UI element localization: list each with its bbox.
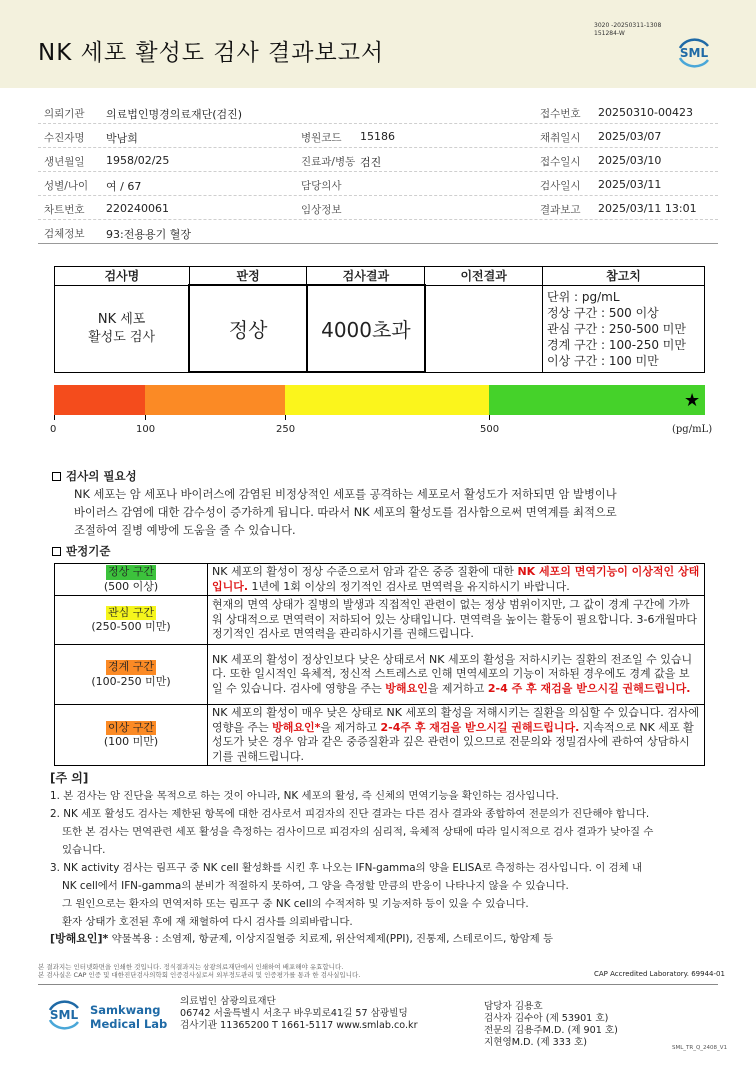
chip-normal: 정상 구간 xyxy=(107,565,154,578)
footer-notice-2: 본 검사실은 CAP 인증 및 대한진단검사의학회 인증검사실로서 외부정도관리 및 인증평가를 통과 한 검사실입니다. xyxy=(38,971,361,979)
criteria-row-interest xyxy=(55,596,705,645)
institution-value: 의료법인명경의료재단(검진) xyxy=(106,108,243,121)
doctor-label: 담당의사 xyxy=(301,180,342,192)
criteria-heading xyxy=(52,543,110,559)
sml-logo-footer xyxy=(44,996,84,1032)
result-row xyxy=(55,285,705,372)
tick-label-100: 100 xyxy=(136,424,156,435)
tick-mark xyxy=(285,415,286,420)
criteria-text-interest: 현재의 면역 상태가 질병의 발생과 직접적인 관련이 없는 정상 범위이지만, 그 값이 경계 구간에 가까워 상대적으로 면역력이 저하되어 있는 상태입니다. 면역력을 높이는 활동이 필요합니다. 3-6개월마다 정기적인 검사로 면역력을 관리하시기를 권해드립니다. xyxy=(208,596,705,645)
chart-no-value: 220240061 xyxy=(106,202,169,215)
receipt-date-value: 2025/03/10 xyxy=(598,154,662,167)
criteria-text: 지속적으로 NK 세포 활성도가 낮은 경우 암과 같은 중증질환과 깊은 관련이 있으므로 전문의와 정밀검사에 관하여 상담하시기를 권해드립니다. xyxy=(212,720,694,763)
need-heading-text: 검사의 필요성 xyxy=(66,469,137,483)
ref-unit: 단위 : pg/mL xyxy=(547,289,620,304)
need-line: 바이러스 감염에 대한 감수성이 증가하게 됩니다. 따라서 NK 세포의 활성도를 검사함으로써 면역계를 최적으로 xyxy=(74,506,617,519)
criteria-row-border xyxy=(55,645,705,705)
scale-segment-normal xyxy=(489,385,705,415)
footer-notice-1: 본 결과지는 인터넷화면을 인쇄한 것입니다. 정식결과지는 삼광의료재단에서 인쇄하여 배포해야 유효합니다. xyxy=(38,963,344,971)
brand-line2: Medical Lab xyxy=(90,1017,168,1031)
receipt-no-value: 20250310-00423 xyxy=(598,106,693,119)
header-previous: 이전결과 xyxy=(425,267,543,286)
note-line: 있습니다. xyxy=(62,844,106,856)
criteria-emphasis: 방해요인 xyxy=(385,681,428,695)
criteria-emphasis: 2-4주 후 재검을 받으시길 권해드립니다. xyxy=(380,720,580,734)
staff-line: 검사자 김수아 (제 53901 호) xyxy=(484,1013,609,1024)
staff-signatures xyxy=(484,1001,618,1049)
form-number: SML_TR_Q_2408_V1 xyxy=(672,1045,728,1051)
header-verdict: 판정 xyxy=(189,267,307,286)
note-line: 또한 본 검사는 면역관련 세포 활성을 측정하는 검사이므로 피검자의 심리적, 육체적 상태에 따라 일시적으로 검사 결과가 낮아질 수 xyxy=(62,826,654,838)
report-date-value: 2025/03/11 13:01 xyxy=(598,202,697,215)
verdict-cell: 정상 xyxy=(189,285,307,372)
sml-logo xyxy=(674,34,714,70)
clinical-label: 임상정보 xyxy=(301,204,342,216)
criteria-emphasis: 2-4 주 후 재검을 받으시길 권해드립니다. xyxy=(487,681,691,695)
collect-date-label: 채취일시 xyxy=(540,132,581,144)
scale-segment-border xyxy=(145,385,285,415)
need-line: 조절하여 질병 예방에 도움을 줄 수 있습니다. xyxy=(74,524,296,537)
document-code-line1: 3020 -20250311-1308 xyxy=(594,22,662,29)
result-marker-star: ★ xyxy=(684,390,701,411)
addr-line: 06742 서울특별시 서초구 바우뫼로41길 57 삼광빌딩 xyxy=(180,1008,408,1019)
test-date-value: 2025/03/11 xyxy=(598,178,662,191)
note-line: 그 원인으로는 환자의 면역저하 또는 림프구 중 NK cell의 수적저하 및 기능저하 등이 있을 수 있습니다. xyxy=(62,898,529,910)
interfering-factors-text: 약물복용 : 소염제, 항균제, 이상지질혈증 치료제, 위산억제제(PPI), 진통제, 스테로이드, 항암제 등 xyxy=(111,933,554,945)
test-date-label: 검사일시 xyxy=(540,180,581,192)
chart-no-label: 차트번호 xyxy=(44,204,85,216)
criteria-label-cell xyxy=(55,645,208,705)
hospital-code-value: 15186 xyxy=(360,130,395,143)
document-code-line2: 151284-W xyxy=(594,30,625,37)
header-result: 검사결과 xyxy=(307,267,425,286)
criteria-text-border xyxy=(208,645,705,705)
addr-line: 의료법인 삼광의료재단 xyxy=(180,996,276,1007)
need-line: NK 세포는 암 세포나 바이러스에 감염된 비정상적인 세포를 공격하는 세포로서 활성도가 저하되면 암 발병이나 xyxy=(74,488,617,501)
specimen-value: 93:전용용기 혈장 xyxy=(106,228,191,241)
ref-border: 경계 구간 : 100-250 미만 xyxy=(547,337,686,352)
criteria-label-cell xyxy=(55,596,208,645)
hospital-code-label: 병원코드 xyxy=(301,132,342,144)
footer-divider xyxy=(38,984,718,985)
specimen-label: 검체정보 xyxy=(44,228,85,240)
range-interest: (250-500 미만) xyxy=(91,620,171,633)
criteria-text: NK 세포의 활성이 정상인보다 낮은 상태로서 NK 세포의 활성을 저하시키는 질환의 전조일 수 있습니다. 또한 일시적인 육체적, 정신적 스트레스로 인해 면역세포의 기능이 저하된 경우에도 경계 값을 보일 수 있습니다. 검사에 영향을 주는 xyxy=(212,652,693,695)
info-row xyxy=(38,172,718,196)
notes-list xyxy=(50,787,730,931)
sml-logo-text: SML xyxy=(679,46,709,60)
tick-label-250: 250 xyxy=(276,424,296,435)
range-border: (100-250 미만) xyxy=(91,674,171,688)
patient-value: 박남희 xyxy=(106,132,138,145)
criteria-label-cell xyxy=(55,705,208,766)
collect-date-value: 2025/03/07 xyxy=(598,130,662,143)
criteria-heading-text: 판정기준 xyxy=(66,544,111,558)
criteria-text: NK 세포의 활성이 매우 낮은 상태로 NK 세포의 활성을 저해시키는 질환을 의심할 수 있습니다. 검사에 영향을 주는 xyxy=(212,706,700,734)
notes-heading: [주 의] xyxy=(50,771,89,785)
info-row xyxy=(38,148,718,172)
ref-interest: 관심 구간 : 250-500 미만 xyxy=(547,321,686,336)
document-code xyxy=(594,22,661,38)
info-row xyxy=(38,124,718,148)
criteria-emphasis: NK 세포의 면역기능이 이상적인 상태입니다. xyxy=(212,565,700,593)
criteria-label-cell xyxy=(55,564,208,596)
reference-cell xyxy=(543,285,705,372)
note-line: 1. 본 검사는 암 진단을 목적으로 하는 것이 아니라, NK 세포의 활성, 즉 신체의 면역기능을 확인하는 검사입니다. xyxy=(50,790,559,802)
result-table xyxy=(54,266,705,373)
need-heading xyxy=(52,468,137,484)
patient-label: 수진자명 xyxy=(44,132,85,144)
header-reference: 참고치 xyxy=(543,267,705,286)
test-name-line2: 활성도 검사 xyxy=(88,329,156,345)
need-paragraph xyxy=(74,486,704,540)
lab-address xyxy=(180,996,418,1032)
criteria-table xyxy=(54,563,705,766)
dob-label: 생년월일 xyxy=(44,156,85,168)
brand-line1: Samkwang xyxy=(90,1003,161,1017)
checkbox-square-icon xyxy=(52,472,61,481)
receipt-no-label: 접수번호 xyxy=(540,108,581,120)
staff-line: 전문의 김용주M.D. (제 901 호) xyxy=(484,1025,618,1036)
interfering-factors xyxy=(50,930,553,946)
sml-logo-footer-text: SML xyxy=(49,1008,79,1022)
scale-unit: (pg/mL) xyxy=(672,424,713,435)
result-header-row xyxy=(55,267,705,286)
criteria-text-abnormal xyxy=(208,705,705,766)
header-test-name: 검사명 xyxy=(55,267,190,286)
chip-interest: 관심 구간 xyxy=(107,605,154,619)
dept-value: 검진 xyxy=(360,156,382,169)
tick-mark xyxy=(54,415,55,420)
staff-line: 담당자 김용호 xyxy=(484,1001,543,1012)
info-row xyxy=(38,196,718,220)
criteria-row-abnormal xyxy=(55,705,705,766)
sex-age-value: 여 / 67 xyxy=(106,180,142,193)
chip-border: 경계 구간 xyxy=(107,660,154,673)
chip-abnormal: 이상 구간 xyxy=(107,720,154,734)
previous-result-cell xyxy=(425,285,543,372)
cap-accreditation: CAP Accredited Laboratory. 69944-01 xyxy=(594,970,725,978)
criteria-text: 을 제거하고 xyxy=(427,681,488,695)
note-line: 2. NK 세포 활성도 검사는 제한된 항목에 대한 검사로서 피검자의 진단 결과는 다른 검사 결과와 종합하여 전문의가 진단해야 합니다. xyxy=(50,808,650,820)
staff-line: 지현영M.D. (제 333 호) xyxy=(484,1037,588,1048)
scale-segment-interest xyxy=(285,385,489,415)
scale-segment-abnormal xyxy=(54,385,145,415)
criteria-text: 을 제거하고 xyxy=(320,720,381,734)
info-row xyxy=(38,100,718,124)
note-line: NK cell에서 IFN-gamma의 분비가 적절하지 못하여, 그 양을 측정할 만큼의 반응이 나타나지 않을 수 있습니다. xyxy=(62,880,569,892)
criteria-emphasis: 방해요인* xyxy=(272,720,321,734)
receipt-date-label: 접수일시 xyxy=(540,156,581,168)
criteria-text-normal xyxy=(208,564,705,596)
sex-age-label: 성별/나이 xyxy=(44,180,89,192)
criteria-text: 1년에 1회 이상의 정기적인 검사로 면역력을 유지하시기 바랍니다. xyxy=(248,579,570,593)
addr-line: 검사기관 11365200 T 1661-5117 www.smlab.co.kr xyxy=(180,1020,418,1031)
test-name-cell xyxy=(55,285,190,372)
info-row xyxy=(38,220,718,244)
range-normal: (500 이상) xyxy=(103,579,159,593)
page-title: NK 세포 활성도 검사 결과보고서 xyxy=(38,40,385,66)
institution-label: 의뢰기관 xyxy=(44,108,85,120)
brand-name xyxy=(90,1003,167,1031)
tick-mark xyxy=(145,415,146,420)
ref-abnormal: 이상 구간 : 100 미만 xyxy=(547,353,659,368)
criteria-text: NK 세포의 활성이 정상 수준으로서 암과 같은 중증 질환에 대한 xyxy=(212,565,518,578)
activity-scale-bar xyxy=(54,385,705,415)
criteria-row-normal xyxy=(55,564,705,596)
result-value-cell: 4000초과 xyxy=(307,285,425,372)
tick-mark xyxy=(489,415,490,420)
report-date-label: 결과보고 xyxy=(540,204,581,216)
checkbox-square-icon xyxy=(52,547,61,556)
dept-label: 진료과/병동 xyxy=(301,156,356,168)
test-name-line1: NK 세포 xyxy=(97,311,146,327)
tick-label-0: 0 xyxy=(50,424,57,435)
note-line: 환자 상태가 호전된 후에 재 채혈하여 다시 검사를 의뢰바랍니다. xyxy=(62,916,353,928)
range-abnormal: (100 미만) xyxy=(103,735,159,748)
ref-normal: 정상 구간 : 500 이상 xyxy=(547,305,659,320)
dob-value: 1958/02/25 xyxy=(106,154,170,167)
note-line: 3. NK activity 검사는 림프구 중 NK cell 활성화를 시킨 후 나오는 IFN-gamma의 양을 ELISA로 측정하는 검사입니다. 이 검체 내 xyxy=(50,862,643,874)
tick-label-500: 500 xyxy=(480,424,500,435)
interfering-factors-label: [방해요인]* xyxy=(50,932,109,945)
